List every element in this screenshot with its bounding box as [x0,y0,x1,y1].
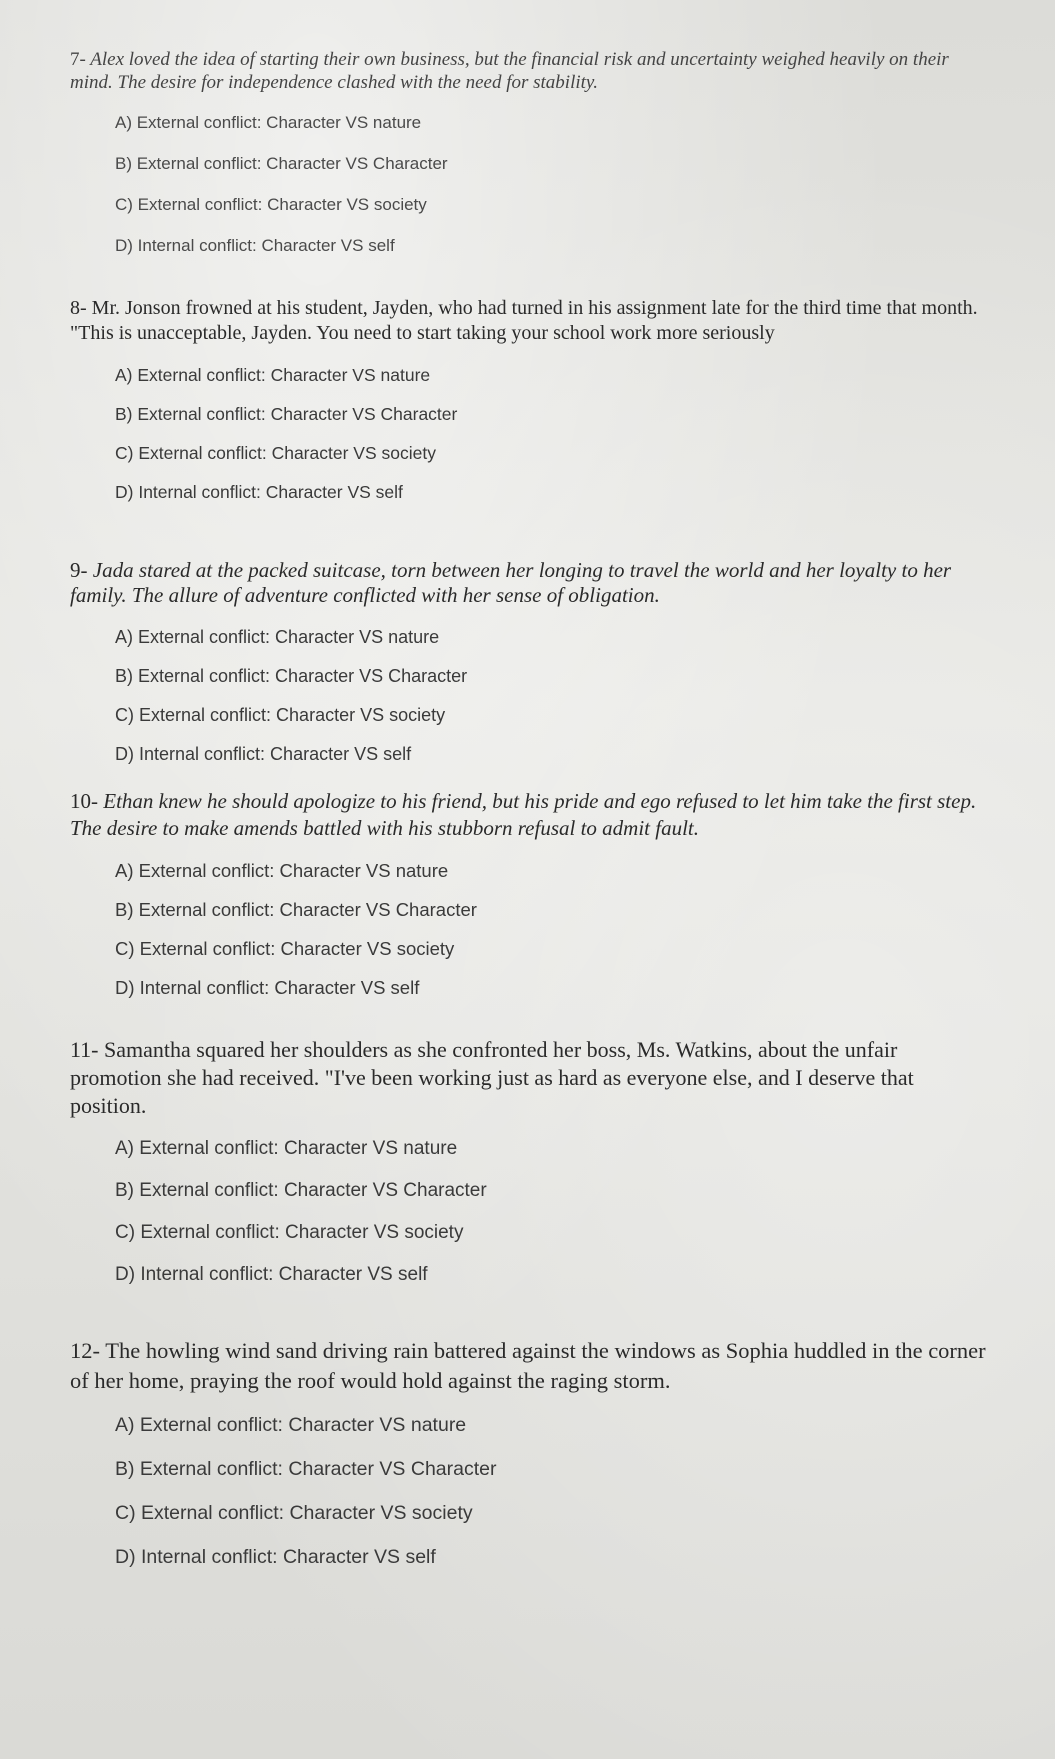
answer-options [70,112,990,257]
option-a[interactable]: A) External conflict: Character VS nature [115,113,422,132]
answer-options [70,364,990,503]
option-c[interactable]: C) External conflict: Character VS society [115,705,446,725]
option-d[interactable]: D) Internal conflict: Character VS self [115,236,395,255]
question-number: 7- [70,49,86,70]
question-stem [70,48,990,94]
option-c[interactable]: C) External conflict: Character VS society [115,938,455,959]
option-a[interactable]: A) External conflict: Character VS nature [115,627,440,647]
option-c[interactable]: C) External conflict: Character VS society [115,195,427,214]
option-b[interactable]: B) External conflict: Character VS Character [115,1458,497,1480]
option-d[interactable]: D) Internal conflict: Character VS self [115,1264,428,1285]
question-stem [70,788,990,842]
question-stem [70,1036,990,1120]
question-number: 11- [70,1037,99,1062]
option-b[interactable]: B) External conflict: Character VS Character [115,1180,487,1201]
question-text: Alex loved the idea of starting their own business, but the financial risk and uncertainty weighed heavily on their mind. The desire for independence clashed with the need for stability. [70,49,949,93]
answer-options [70,626,990,765]
question-8 [70,296,990,520]
question-text: Jada stared at the packed suitcase, torn between her longing to travel the world and her loyalty to her family. The allure of adventure conflicted with her sense of obligation. [70,558,952,607]
question-10 [70,788,990,1016]
option-c[interactable]: C) External conflict: Character VS society [115,1222,464,1243]
option-a[interactable]: A) External conflict: Character VS nature [115,1414,467,1436]
option-b[interactable]: B) External conflict: Character VS Character [115,899,477,920]
question-11 [70,1036,990,1306]
option-a[interactable]: A) External conflict: Character VS nature [115,860,449,881]
question-number: 12- [70,1338,100,1363]
answer-options [70,860,990,999]
question-stem [70,558,990,608]
question-text: Ethan knew he should apologize to his friend, but his pride and ego refused to let him take the first step. The desire to make amends battled with his stubborn refusal to admit fault. [70,789,977,840]
option-d[interactable]: D) Internal conflict: Character VS self [115,744,412,764]
option-b[interactable]: B) External conflict: Character VS Character [115,404,458,424]
question-number: 9- [70,558,88,582]
option-a[interactable]: A) External conflict: Character VS nature [115,365,431,385]
question-stem [70,296,990,346]
question-text: Mr. Jonson frowned at his student, Jayden, who had turned in his assignment late for the third time that month. "This is unacceptable, Jayden. You need to start taking your school work more seriously [70,297,978,344]
question-12 [70,1336,990,1590]
question-number: 10- [70,789,98,813]
question-stem [70,1336,990,1396]
question-7 [70,48,990,276]
option-b[interactable]: B) External conflict: Character VS Character [115,154,448,173]
question-9 [70,558,990,782]
option-c[interactable]: C) External conflict: Character VS society [115,443,436,463]
question-text: The howling wind sand driving rain battered against the windows as Sophia huddled in the corner of her home, praying the roof would hold against the raging storm. [70,1338,986,1393]
question-text: Samantha squared her shoulders as she confronted her boss, Ms. Watkins, about the unfair promotion she had received. "I've been working just as hard as everyone else, and I deserve that position. [70,1037,914,1118]
answer-options [70,1138,990,1286]
option-b[interactable]: B) External conflict: Character VS Character [115,666,468,686]
option-d[interactable]: D) Internal conflict: Character VS self [115,1546,436,1568]
option-a[interactable]: A) External conflict: Character VS nature [115,1138,458,1159]
answer-options [70,1414,990,1568]
option-c[interactable]: C) External conflict: Character VS society [115,1502,473,1524]
option-d[interactable]: D) Internal conflict: Character VS self [115,482,403,502]
option-d[interactable]: D) Internal conflict: Character VS self [115,977,420,998]
question-number: 8- [70,297,87,319]
